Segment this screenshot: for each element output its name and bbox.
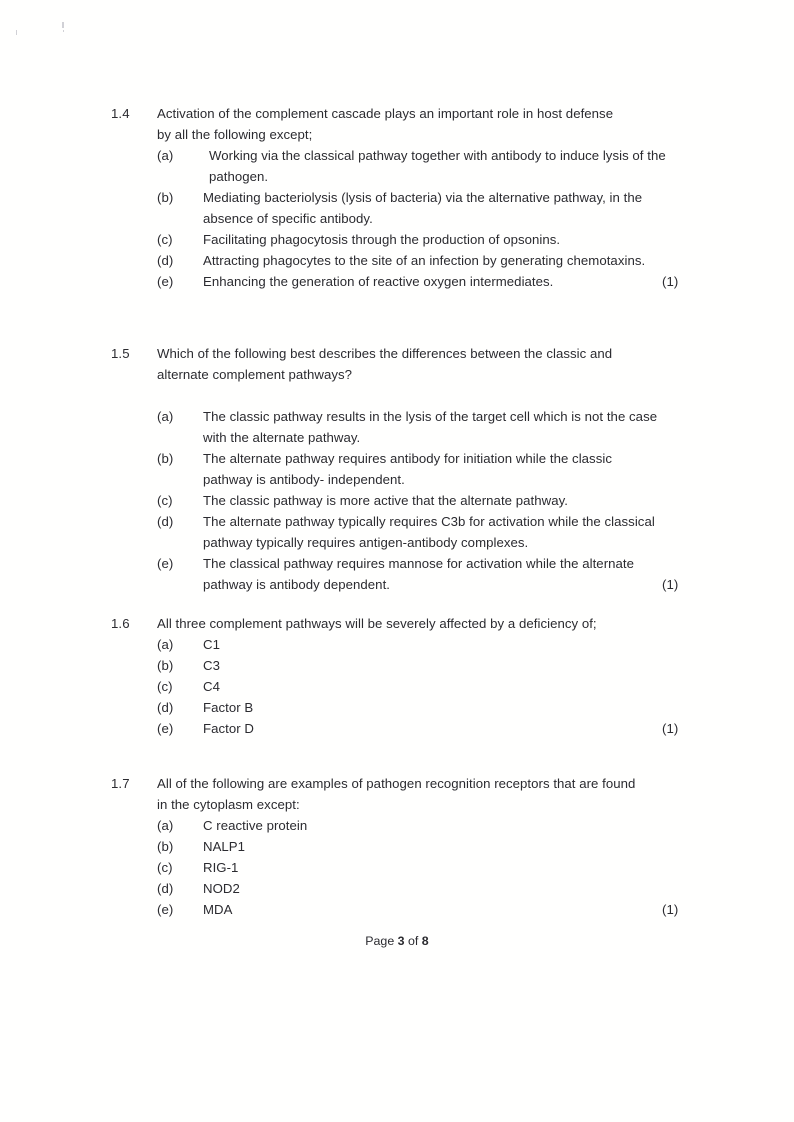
question-block bbox=[0, 103, 794, 292]
option-text: C1 bbox=[203, 637, 220, 652]
option-text: Enhancing the generation of reactive oxygen intermediates. bbox=[203, 274, 554, 289]
option-row[interactable] bbox=[157, 187, 794, 229]
option-row[interactable] bbox=[157, 448, 794, 490]
option-list bbox=[157, 634, 794, 739]
page-footer bbox=[0, 932, 794, 950]
option-row[interactable] bbox=[157, 511, 794, 553]
scan-speck-icon bbox=[16, 30, 17, 35]
option-label: (e) bbox=[157, 556, 174, 571]
option-label: (a) bbox=[157, 409, 174, 424]
question-stem-line: alternate complement pathways? bbox=[157, 367, 353, 382]
question-number: 1.7 bbox=[111, 776, 130, 791]
option-text: C3 bbox=[203, 658, 220, 673]
question-stem bbox=[157, 773, 657, 815]
option-text: C reactive protein bbox=[203, 818, 308, 833]
footer-middle: of bbox=[404, 934, 422, 948]
option-label: (b) bbox=[157, 839, 174, 854]
question-number: 1.4 bbox=[111, 106, 130, 121]
question-stem bbox=[157, 343, 657, 385]
option-text: NALP1 bbox=[203, 839, 246, 854]
scan-speck-icon bbox=[63, 30, 64, 32]
question-stem-line: by all the following except; bbox=[157, 127, 313, 142]
option-row[interactable] bbox=[157, 676, 794, 697]
option-row[interactable] bbox=[157, 655, 794, 676]
option-row[interactable] bbox=[157, 634, 794, 655]
question-mark-allocation: (1) bbox=[662, 721, 679, 736]
option-label: (a) bbox=[157, 148, 174, 163]
question-number: 1.5 bbox=[111, 346, 130, 361]
option-row[interactable] bbox=[157, 406, 794, 448]
option-row[interactable] bbox=[157, 836, 794, 857]
question-stem-line: Activation of the complement cascade plays an important role in host defense bbox=[157, 106, 614, 121]
option-label: (e) bbox=[157, 721, 174, 736]
option-text: Mediating bacteriolysis (lysis of bacteria) via the alternative pathway, in the absence of specific antibody. bbox=[203, 190, 643, 226]
question-mark-allocation: (1) bbox=[662, 577, 679, 592]
option-row[interactable] bbox=[157, 145, 794, 187]
option-label: (c) bbox=[157, 679, 173, 694]
option-row[interactable] bbox=[157, 271, 794, 292]
question-block bbox=[0, 343, 794, 595]
option-row[interactable] bbox=[157, 878, 794, 899]
question-stem-line: All of the following are examples of pathogen recognition receptors that are found bbox=[157, 776, 636, 791]
option-label: (c) bbox=[157, 493, 173, 508]
option-text: MDA bbox=[203, 902, 233, 917]
option-text: The classical pathway requires mannose for activation while the alternate pathway is antibody dependent. bbox=[203, 556, 635, 592]
question-block bbox=[0, 773, 794, 920]
question-stem-line: Which of the following best describes the differences between the classic and bbox=[157, 346, 613, 361]
option-list bbox=[157, 145, 794, 292]
question-stem-line: in the cytoplasm except: bbox=[157, 797, 300, 812]
option-label: (b) bbox=[157, 658, 174, 673]
option-list bbox=[157, 406, 794, 595]
option-text: The classic pathway results in the lysis of the target cell which is not the case with the alternate pathway. bbox=[203, 409, 658, 445]
option-label: (d) bbox=[157, 253, 174, 268]
option-label: (a) bbox=[157, 818, 174, 833]
option-text: NOD2 bbox=[203, 881, 240, 896]
option-row[interactable] bbox=[157, 815, 794, 836]
option-text: The alternate pathway requires antibody for initiation while the classic pathway is antibody- independent. bbox=[203, 451, 612, 487]
option-label: (e) bbox=[157, 274, 174, 289]
option-row[interactable] bbox=[157, 250, 794, 271]
option-list bbox=[157, 815, 794, 920]
question-stem bbox=[157, 103, 657, 145]
question-stem bbox=[157, 613, 657, 634]
question-number: 1.6 bbox=[111, 616, 130, 631]
option-row[interactable] bbox=[157, 553, 794, 595]
question-block bbox=[0, 613, 794, 739]
option-label: (e) bbox=[157, 902, 174, 917]
option-row[interactable] bbox=[157, 490, 794, 511]
option-label: (d) bbox=[157, 881, 174, 896]
option-label: (d) bbox=[157, 700, 174, 715]
option-label: (c) bbox=[157, 232, 173, 247]
option-text: Attracting phagocytes to the site of an infection by generating chemotaxins. bbox=[203, 253, 646, 268]
option-row[interactable] bbox=[157, 697, 794, 718]
footer-prefix: Page bbox=[365, 934, 398, 948]
option-label: (d) bbox=[157, 514, 174, 529]
option-text: C4 bbox=[203, 679, 220, 694]
option-text: Facilitating phagocytosis through the production of opsonins. bbox=[203, 232, 561, 247]
footer-page-number: 3 bbox=[397, 934, 405, 948]
option-row[interactable] bbox=[157, 229, 794, 250]
scan-speck-icon bbox=[62, 22, 64, 28]
option-row[interactable] bbox=[157, 857, 794, 878]
option-text: Working via the classical pathway together with antibody to induce lysis of the pathogen. bbox=[209, 148, 666, 184]
question-stem-line: All three complement pathways will be severely affected by a deficiency of; bbox=[157, 616, 597, 631]
option-label: (a) bbox=[157, 637, 174, 652]
question-mark-allocation: (1) bbox=[662, 902, 679, 917]
option-text: The alternate pathway typically requires C3b for activation while the classical pathway typically requires antigen-antibody complexes. bbox=[203, 514, 655, 550]
option-label: (c) bbox=[157, 860, 173, 875]
option-text: RIG-1 bbox=[203, 860, 239, 875]
option-text: The classic pathway is more active that the alternate pathway. bbox=[203, 493, 568, 508]
footer-total-pages: 8 bbox=[421, 934, 429, 948]
option-label: (b) bbox=[157, 451, 174, 466]
option-text: Factor D bbox=[203, 721, 254, 736]
option-row[interactable] bbox=[157, 718, 794, 739]
question-mark-allocation: (1) bbox=[662, 274, 679, 289]
option-label: (b) bbox=[157, 190, 174, 205]
option-row[interactable] bbox=[157, 899, 794, 920]
option-text: Factor B bbox=[203, 700, 254, 715]
